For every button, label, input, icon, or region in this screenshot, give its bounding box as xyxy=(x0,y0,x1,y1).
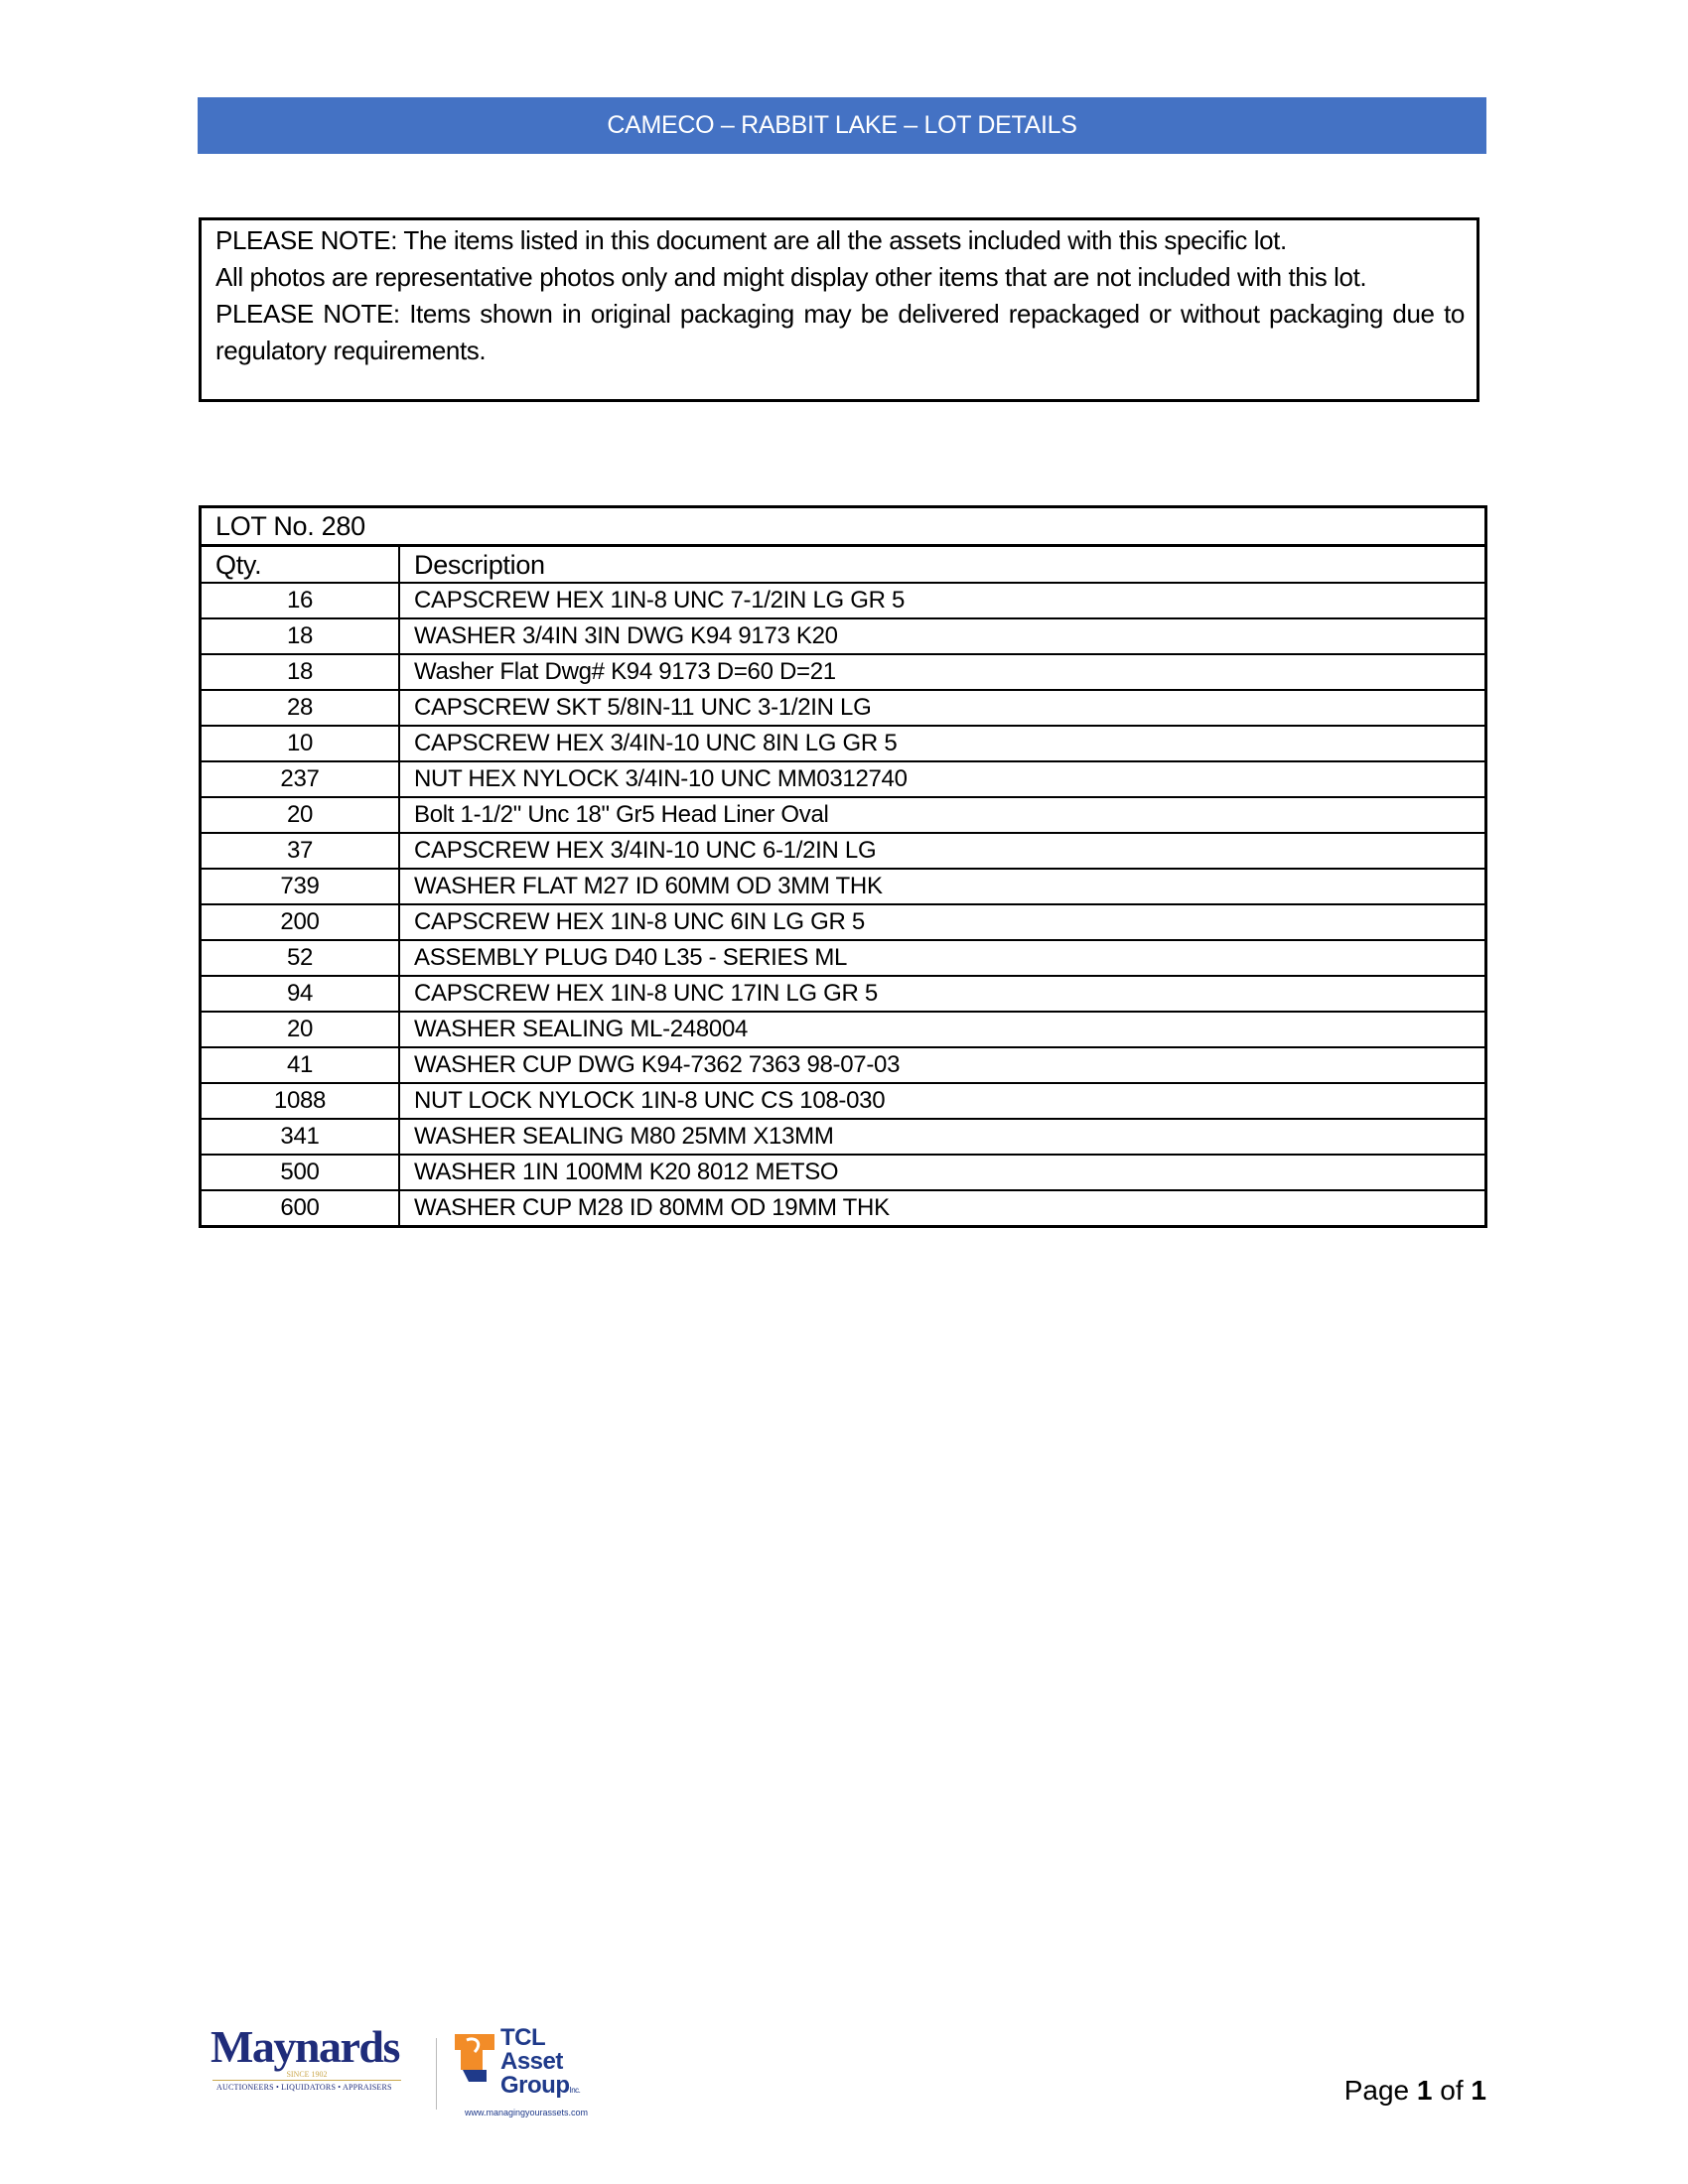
description-cell: WASHER CUP DWG K94-7362 7363 98-07-03 xyxy=(399,1047,1486,1083)
description-cell: NUT LOCK NYLOCK 1IN-8 UNC CS 108-030 xyxy=(399,1083,1486,1119)
tcl-logo-suffix: Inc. xyxy=(569,2086,581,2095)
table-row xyxy=(201,976,1486,1012)
description-cell: Bolt 1-1/2" Unc 18" Gr5 Head Liner Oval xyxy=(399,797,1486,833)
table-row xyxy=(201,618,1486,654)
tcl-logo-text xyxy=(500,2026,580,2103)
table-row xyxy=(201,1083,1486,1119)
qty-cell: 739 xyxy=(201,869,400,904)
page-prefix: Page xyxy=(1343,2075,1410,2106)
description-cell: WASHER SEALING M80 25MM X13MM xyxy=(399,1119,1486,1155)
tcl-logo-url: www.managingyourassets.com xyxy=(465,2108,589,2117)
description-cell: WASHER 1IN 100MM K20 8012 METSO xyxy=(399,1155,1486,1190)
table-row xyxy=(201,940,1486,976)
tcl-logo xyxy=(453,2022,612,2117)
notice-line-3: PLEASE NOTE: Items shown in original packaging may be delivered repackaged or without packaging due to regulatory requirements. xyxy=(215,299,1465,365)
page-total: 1 xyxy=(1471,2075,1486,2106)
table-row xyxy=(201,761,1486,797)
document-title: CAMECO – RABBIT LAKE – LOT DETAILS xyxy=(607,111,1077,139)
table-row xyxy=(201,690,1486,726)
column-header-qty: Qty. xyxy=(201,546,400,584)
lot-table xyxy=(199,505,1487,1228)
qty-cell: 200 xyxy=(201,904,400,940)
lot-title: LOT No. 280 xyxy=(201,507,1486,546)
page-current: 1 xyxy=(1416,2075,1433,2106)
table-row xyxy=(201,1047,1486,1083)
description-cell: ASSEMBLY PLUG D40 L35 - SERIES ML xyxy=(399,940,1486,976)
maynards-logo-name: Maynards xyxy=(211,2021,399,2072)
tcl-logo-line2: Asset xyxy=(500,2048,563,2075)
notice-line-2: All photos are representative photos only and might display other items that are not included with this lot. xyxy=(215,262,1367,292)
description-cell: CAPSCREW HEX 1IN-8 UNC 7-1/2IN LG GR 5 xyxy=(399,583,1486,618)
qty-cell: 10 xyxy=(201,726,400,761)
table-row xyxy=(201,869,1486,904)
description-cell: CAPSCREW HEX 1IN-8 UNC 6IN LG GR 5 xyxy=(399,904,1486,940)
table-row xyxy=(201,833,1486,869)
description-cell: WASHER SEALING ML-248004 xyxy=(399,1012,1486,1047)
notice-box xyxy=(199,217,1479,402)
qty-cell: 94 xyxy=(201,976,400,1012)
maynards-logo-tagline: AUCTIONEERS • LIQUIDATORS • APPRAISERS xyxy=(216,2083,392,2092)
tcl-logo-line3: Group xyxy=(500,2072,570,2099)
table-row xyxy=(201,726,1486,761)
table-row xyxy=(201,583,1486,618)
description-cell: WASHER CUP M28 ID 80MM OD 19MM THK xyxy=(399,1190,1486,1227)
logo-divider xyxy=(436,2038,437,2110)
description-cell: CAPSCREW HEX 3/4IN-10 UNC 6-1/2IN LG xyxy=(399,833,1486,869)
table-row xyxy=(201,1119,1486,1155)
qty-cell: 37 xyxy=(201,833,400,869)
table-row xyxy=(201,1155,1486,1190)
maynards-logo xyxy=(211,2021,419,2104)
description-cell: WASHER FLAT M27 ID 60MM OD 3MM THK xyxy=(399,869,1486,904)
tcl-logo-line1: TCL xyxy=(500,2024,546,2051)
table-row xyxy=(201,797,1486,833)
page-number xyxy=(1344,2075,1486,2107)
qty-cell: 500 xyxy=(201,1155,400,1190)
description-cell: CAPSCREW HEX 1IN-8 UNC 17IN LG GR 5 xyxy=(399,976,1486,1012)
qty-cell: 341 xyxy=(201,1119,400,1155)
table-row xyxy=(201,654,1486,690)
description-cell: CAPSCREW SKT 5/8IN-11 UNC 3-1/2IN LG xyxy=(399,690,1486,726)
qty-cell: 18 xyxy=(201,618,400,654)
qty-cell: 20 xyxy=(201,797,400,833)
table-row xyxy=(201,904,1486,940)
description-cell: NUT HEX NYLOCK 3/4IN-10 UNC MM0312740 xyxy=(399,761,1486,797)
qty-cell: 16 xyxy=(201,583,400,618)
description-cell: WASHER 3/4IN 3IN DWG K94 9173 K20 xyxy=(399,618,1486,654)
page-of: of xyxy=(1440,2075,1464,2106)
qty-cell: 600 xyxy=(201,1190,400,1227)
qty-cell: 237 xyxy=(201,761,400,797)
qty-cell: 28 xyxy=(201,690,400,726)
table-row xyxy=(201,1012,1486,1047)
lot-title-row xyxy=(201,507,1486,546)
description-cell: Washer Flat Dwg# K94 9173 D=60 D=21 xyxy=(399,654,1486,690)
notice-line-1: PLEASE NOTE: The items listed in this document are all the assets included with this specific lot. xyxy=(215,225,1287,255)
maynards-logo-since: SINCE 1902 xyxy=(212,2070,401,2081)
document-title-bar xyxy=(198,97,1486,154)
column-header-description: Description xyxy=(399,546,1486,584)
qty-cell: 1088 xyxy=(201,1083,400,1119)
qty-cell: 41 xyxy=(201,1047,400,1083)
table-row xyxy=(201,1190,1486,1227)
description-cell: CAPSCREW HEX 3/4IN-10 UNC 8IN LG GR 5 xyxy=(399,726,1486,761)
qty-cell: 18 xyxy=(201,654,400,690)
qty-cell: 52 xyxy=(201,940,400,976)
table-header-row xyxy=(201,546,1486,584)
qty-cell: 20 xyxy=(201,1012,400,1047)
footer-logos xyxy=(211,2010,608,2117)
tcl-mark-icon xyxy=(453,2030,498,2084)
